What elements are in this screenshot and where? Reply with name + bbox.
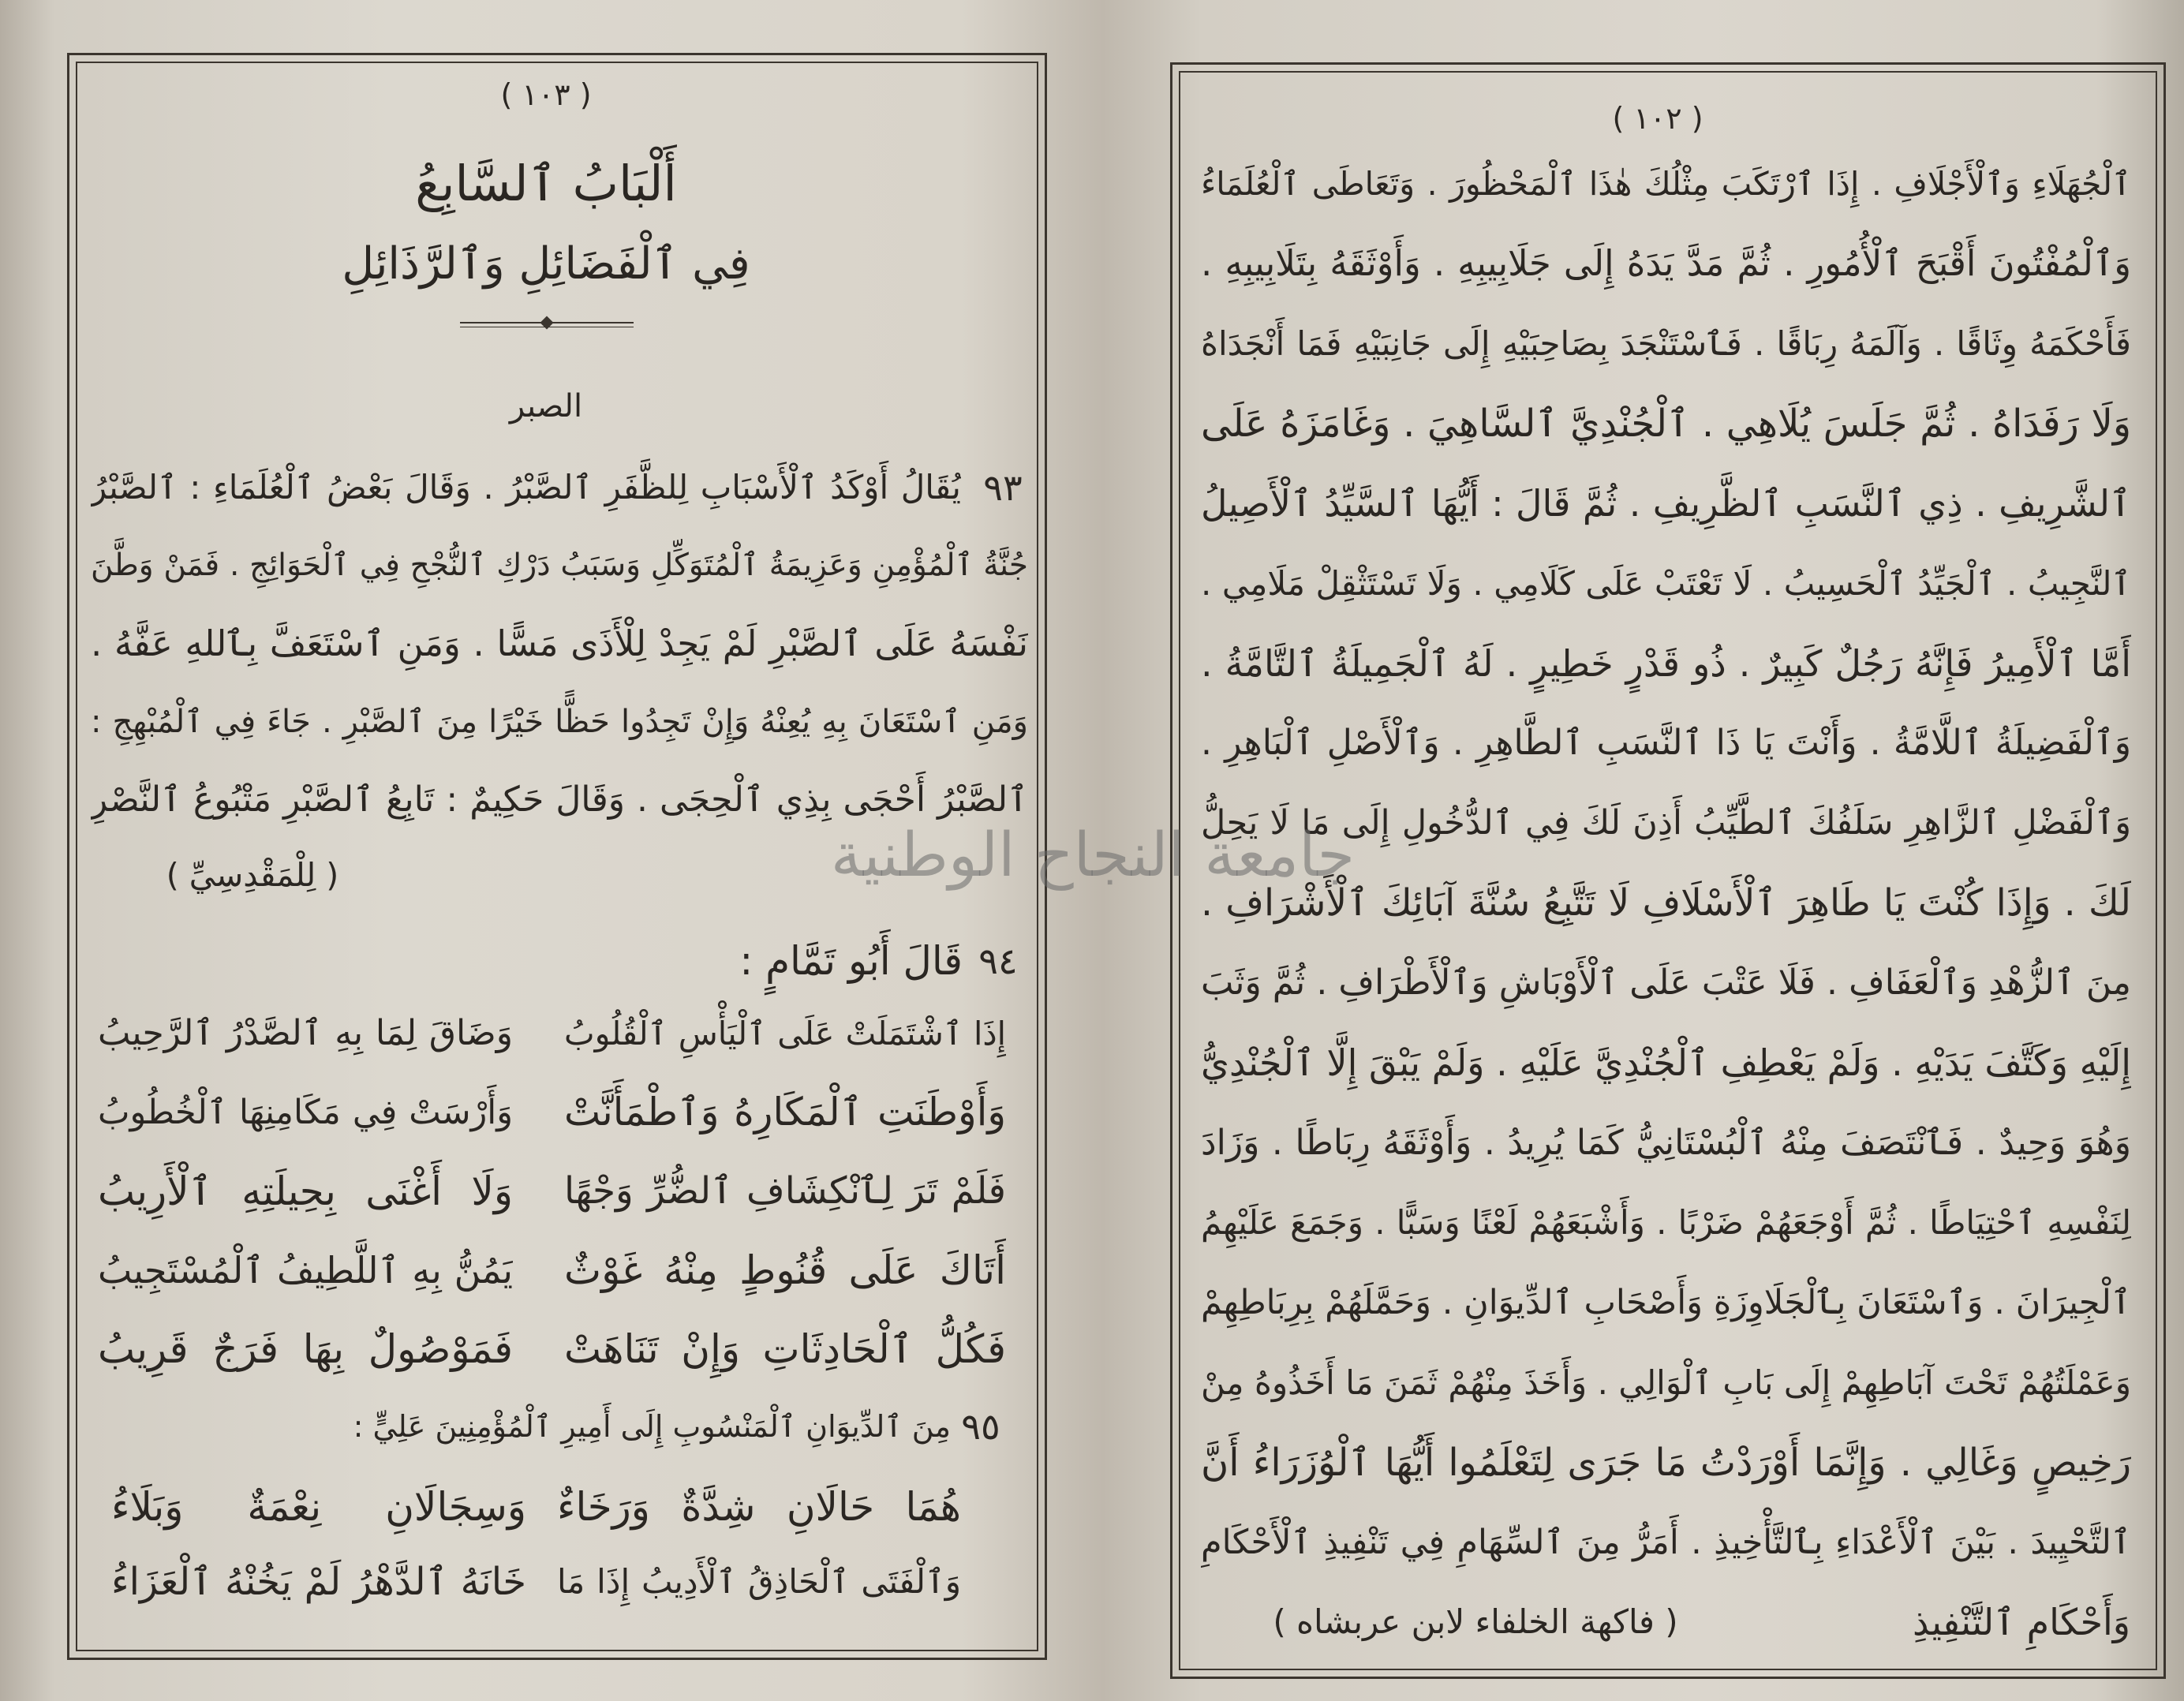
verse-first-hemistich: هُمَا حَالَانِ شِدَّةٌ وَرَخَاءٌ	[557, 1484, 961, 1530]
library-watermark: جامعة النجاح الوطنية	[830, 821, 1356, 891]
body-line: ٱلنَّجِيبُ . ٱلْجَيِّدُ ٱلْحَسِيبُ . لَا تَعْتَبْ عَلَى كَلَامِي . وَلَا تَسْتَثْقِلْ مَلَامِي .	[1201, 564, 2131, 603]
body-line: مِنَ ٱلزُّهْدِ وَٱلْعَفَافِ . فَلَا عَتْبَ عَلَى ٱلْأَوْبَاشِ وَٱلْأَطْرَافِ . ثُمَّ وَثَبَ	[1201, 963, 2131, 1003]
citation-source: ( فاكهة الخلفاء لابن عربشاه )	[1273, 1602, 1678, 1641]
verse-second-hemistich: يَمُنُّ بِهِ ٱللَّطِيفُ ٱلْمُسْتَجِيبُ	[98, 1249, 513, 1292]
verse-first-hemistich: وَٱلْفَتَى ٱلْحَاذِقُ ٱلْأَدِيبُ إِذَا مَا	[557, 1562, 961, 1601]
paragraph-number-94: ٩٤	[978, 940, 1018, 982]
para93-line: نَفْسَهُ عَلَى ٱلصَّبْرِ لَمْ يَجِدْ لِلْأَذَى مَسًّا . وَمَنِ ٱسْتَعَفَّ بِٱللهِ عَفَّهُ .	[91, 622, 1028, 664]
body-line: وَعَمْلَتُهُمْ تَحْتَ آبَاطِهِمْ إِلَى بَابِ ٱلْوَالِي . وَأَخَذَ مِنْهُمْ ثَمَنَ مَا أَخَذُوهُ مِنْ	[1201, 1363, 2131, 1402]
body-line: رَخِيصٍ وَغَالِي . وَإِنَّمَا أَوْرَدْتُ مَا جَرَى لِتَعْلَمُوا أَيُّهَا ٱلْوُزَرَاءُ أَنَّ	[1201, 1441, 2131, 1485]
body-line: لَكَ . وَإِذَا كُنْتَ يَا طَاهِرَ ٱلْأَسْلَافِ لَا تَتَّبِعُ سُنَّةَ آبَائِكَ ٱلْأَشْرَافِ .	[1201, 881, 2131, 925]
verse-first-hemistich: أَتَاكَ عَلَى قُنُوطٍ مِنْهُ غَوْثٌ	[564, 1247, 1006, 1293]
verse-first-hemistich: وَأَوْطَنَتِ ٱلْمَكَارِهُ وَٱطْمَأَنَّتْ	[564, 1090, 1006, 1135]
body-line: ٱلتَّحْيِيدَ . بَيْنَ ٱلْأَعْدَاءِ بِٱلتَّأْخِيذِ . أَمَرُّ مِنَ ٱلسِّهَامِ فِي تَنْفِيذِ ٱلْأَحْكَامِ	[1201, 1523, 2131, 1562]
verse-second-hemistich: وَلَا أَغْنَى بِحِيلَتِهِ ٱلْأَرِيبُ	[98, 1168, 513, 1214]
para93-source: ( لِلْمَقْدِسِيِّ )	[166, 856, 339, 894]
verse-second-hemistich: فَمَوْصُولٌ بِهَا فَرَجٌ قَرِيبُ	[98, 1326, 513, 1372]
body-line: وَٱلْمُفْتُونَ أَقْبَحَ ٱلْأُمُورِ . ثُمَّ مَدَّ يَدَهُ إِلَى جَلَابِيبِهِ . وَأَوْثَقَهُ بِتَلَابِيبِهِ .	[1201, 242, 2131, 284]
para93-line: ٱلصَّبْرُ أَحْجَى بِذِي ٱلْحِجَى . وَقَالَ حَكِيمٌ : تَابِعُ ٱلصَّبْرِ مَتْبُوعُ ٱلنَّصْرِ	[91, 779, 1028, 820]
body-line: أَمَّا ٱلْأَمِيرُ فَإِنَّهُ رَجُلٌ كَبِيرٌ . ذُو قَدْرٍ خَطِيرٍ . لَهُ ٱلْجَمِيلَةُ ٱلتَّامَّةُ .	[1201, 642, 2131, 685]
right-page-number: ( ١٠٢ )	[1612, 101, 1703, 136]
body-line: وَٱلْفَضْلِ ٱلزَّاهِرِ سَلَفُكَ ٱلطَّيِّبُ أَذِنَ لَكَ فِي ٱلدُّخُولِ إِلَى مَا لَا يَحِلُّ	[1201, 803, 2131, 843]
para93-line: يُقَالُ أَوْكَدُ ٱلْأَسْبَابِ لِلظَّفَرِ ٱلصَّبْرُ . وَقَالَ بَعْضُ ٱلْعُلَمَاءِ : ٱلصَّبْرُ	[91, 468, 961, 507]
verse-first-hemistich: فَلَمْ تَرَ لِٱنْكِشَافِ ٱلضُّرِّ وَجْهًا	[564, 1169, 1006, 1213]
body-line: إِلَيْهِ وَكَتَّفَ يَدَيْهِ . وَلَمْ يَعْطِفِ ٱلْجُنْدِيَّ عَلَيْهِ . وَلَمْ يَبْقَ إِلَّا ٱلْجُنْدِيُّ	[1201, 1041, 2131, 1084]
body-line: وَهُوَ وَحِيدٌ . فَٱنْتَصَفَ مِنْهُ ٱلْبُسْتَانِيُّ كَمَا يُرِيدُ . وَأَوْثَقَهُ رِبَاطًا . وَزَادَ	[1201, 1123, 2131, 1163]
paragraph-number-93: ٩٣	[983, 466, 1023, 509]
body-last-line: وَأَحْكَامِ ٱلتَّنْفِيذِ	[1913, 1601, 2130, 1643]
verse-first-hemistich: فَكُلُّ ٱلْحَادِثَاتِ وَإِنْ تَنَاهَتْ	[564, 1326, 1006, 1372]
para93-line: وَمَنِ ٱسْتَعَانَ بِهِ يُعِنْهُ وَإِنْ تَجِدُوا حَظًّا خَيْرًا مِنَ ٱلصَّبْرِ . جَاءَ فِي ٱلْمُبْهِجِ :	[91, 704, 1028, 740]
body-line: ٱلْجُهَلَاءِ وَٱلْأَجْلَافِ . إِذَا ٱرْتَكَبَ مِثْلُكَ هٰذَا ٱلْمَحْظُورَ . وَتَعَاطَى ٱلْعُلَمَاءُ	[1201, 165, 2131, 203]
verse-second-hemistich: وَأَرْسَتْ فِي مَكَامِنِهَا ٱلْخُطُوبُ	[98, 1093, 513, 1132]
para93-line: جُنَّةُ ٱلْمُؤْمِنِ وَعَزِيمَةُ ٱلْمُتَوَكِّلِ وَسَبَبُ دَرْكِ ٱلنُّجْحِ فِي ٱلْحَوَائِجِ . فَمَنْ وَطَّنَ	[91, 548, 1028, 583]
body-line: وَٱلْفَضِيلَةُ ٱللَّامَّةُ . وَأَنْتَ يَا ذَا ٱلنَّسَبِ ٱلطَّاهِرِ . وَٱلْأَصْلِ ٱلْبَاهِرِ .	[1201, 723, 2131, 763]
body-line: ٱلْجِيرَانَ . وَٱسْتَعَانَ بِٱلْجَلَاوِزَةِ وَأَصْحَابِ ٱلدِّيوَانِ . وَحَمَّلَهُمْ بِرِبَاطِهِمْ	[1201, 1283, 2131, 1322]
verse-first-hemistich: إِذَا ٱشْتَمَلَتْ عَلَى ٱلْيَأْسِ ٱلْقُلُوبُ	[564, 1015, 1006, 1052]
verse-second-hemistich: وَضَاقَ لِمَا بِهِ ٱلصَّدْرُ ٱلرَّحِيبُ	[98, 1013, 513, 1053]
left-page-number: ( ١٠٣ )	[500, 77, 592, 112]
verse-second-hemistich: وَسِجَالَانِ نِعْمَةٌ وَبَلَاءُ	[111, 1484, 526, 1530]
body-line: لِنَفْسِهِ ٱحْتِيَاطًا . ثُمَّ أَوْجَعَهُمْ ضَرْبًا . وَأَشْبَعَهُمْ لَعْنًا وَسَبًّا . وَجَمَعَ عَلَيْهِمُ	[1201, 1203, 2131, 1242]
chapter-subtitle: فِي ٱلْفَضَائِلِ وَٱلرَّذَائِلِ	[342, 238, 750, 290]
body-line: وَلَا رَفَدَاهُ . ثُمَّ جَلَسَ يُلَاهِي . ٱلْجُنْدِيَّ ٱلسَّاهِيَ . وَغَامَزَهُ عَلَى	[1201, 402, 2131, 446]
body-line: ٱلشَّرِيفِ . ذِي ٱلنَّسَبِ ٱلظَّرِيفِ . ثُمَّ قَالَ : أَيُّهَا ٱلسَّيِّدُ ٱلْأَصِيلُ	[1201, 482, 2131, 525]
para94-intro: قَالَ أَبُو تَمَّامٍ :	[739, 938, 963, 984]
verse-second-hemistich: خَانَهُ ٱلدَّهْرُ لَمْ يَخُنْهُ ٱلْعَزَاءُ	[111, 1560, 526, 1604]
title-divider	[460, 322, 634, 327]
paragraph-number-95: ٩٥	[961, 1405, 1000, 1448]
body-line: فَأَحْكَمَهُ وِثَاقًا . وَآلَمَهُ رِبَاقًا . فَٱسْتَنْجَدَ بِصَاحِبَيْهِ إِلَى جَانِبَيْهِ فَمَا أَنْجَدَاهُ	[1201, 324, 2131, 363]
chapter-title: أَلْبَابُ ٱلسَّابِعُ	[415, 155, 677, 212]
para95-intro: مِنَ ٱلدِّيوَانِ ٱلْمَنْسُوبِ إِلَى أَمِيرِ ٱلْمُؤْمِنِينَ عَلِيٍّ :	[353, 1409, 951, 1444]
section-heading: الصبر	[509, 388, 583, 424]
